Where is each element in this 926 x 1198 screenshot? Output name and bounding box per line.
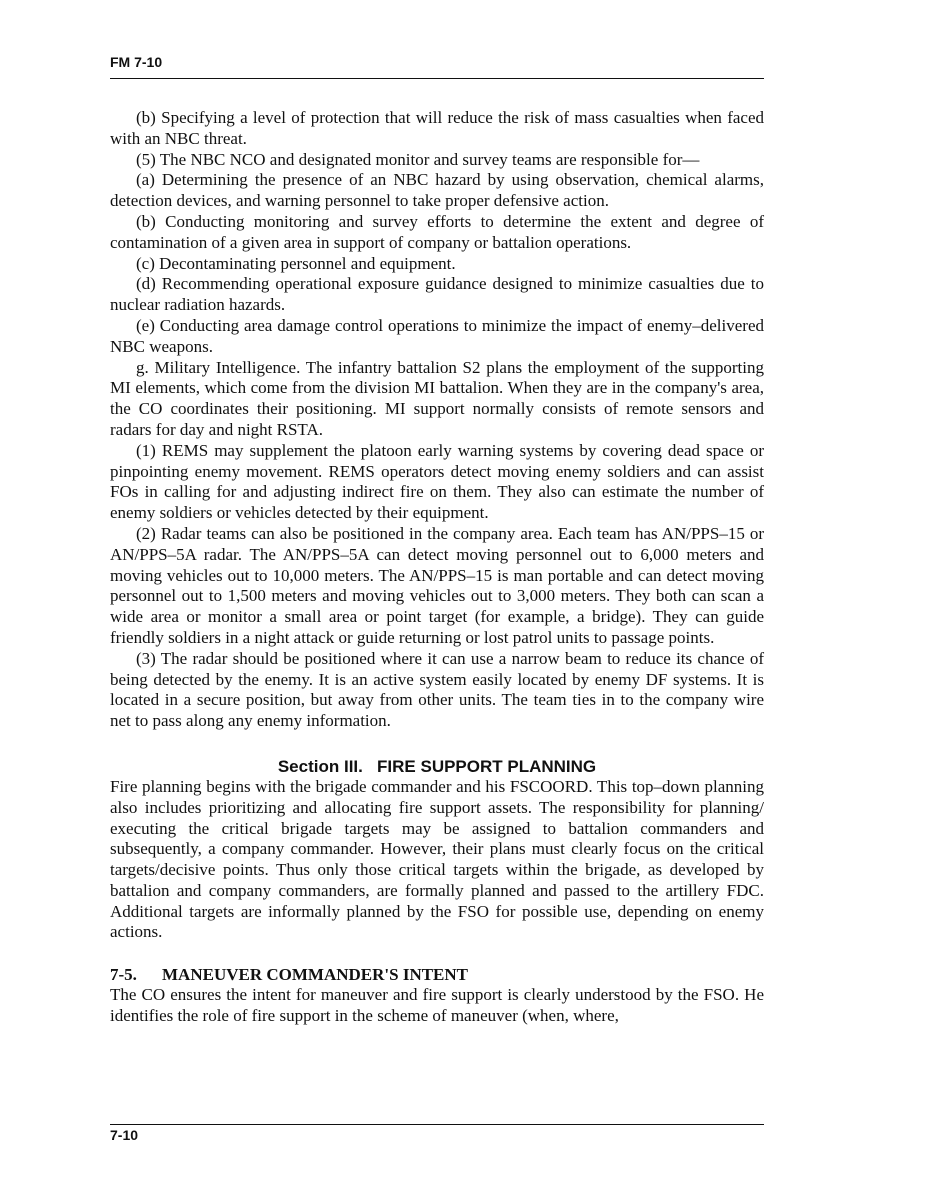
paragraph: (d) Recommending operational exposure guidance designed to minimize casualties due to nuclear radiation hazards. [110, 274, 764, 315]
section-body: Fire planning begins with the brigade commander and his FSCOORD. This top–down planning also includes prioritizing and allocating fire support assets. The responsibility for planning/ executing the critical brigade targets may be assigned to battalion commanders and subsequently, a company commander. However, their plans must clearly focus on the critical targets/decisive points. Thus only those critical targets within the brigade, as developed by battalion and company commanders, are formally planned and passed to the artillery FDC. Additional targets are informally planned by the FSO for possible use, depending on enemy actions. [110, 776, 764, 942]
section-heading: Section III. FIRE SUPPORT PLANNING [277, 756, 597, 776]
page-body [110, 108, 764, 1027]
paragraph: g. Military Intelligence. The infantry battalion S2 plans the employment of the supporting MI elements, which come from the division MI battalion. When they are in the company's area, the CO coordinates their positioning. MI support normally consists of remote sensors and radars for day and night RSTA. [110, 357, 764, 439]
paragraph: (b) Specifying a level of protection that will reduce the risk of mass casualties when faced with an NBC threat. [110, 108, 764, 148]
manual-id: FM 7-10 [110, 54, 163, 70]
running-header [110, 52, 764, 79]
page-number: 7-10 [110, 1127, 139, 1143]
paragraph: (2) Radar teams can also be positioned in the company area. Each team has AN/PPS–15 or AN/PPS–5A radar. The AN/PPS–5A can detect moving personnel out to 6,000 meters and moving vehicles out to 10,000 meters. The AN/PPS–15 is man portable and can detect moving personnel out to 1,500 meters and moving vehicles out to 3,000 meters. They both can scan a wide area or monitor a small area or point target (for example, a bridge). They can guide friendly soldiers in a night attack or guide returning or lost patrol units to passage points. [110, 523, 764, 647]
subsection-heading [110, 964, 764, 985]
paragraph: (3) The radar should be positioned where it can use a narrow beam to reduce its chance of being detected by the enemy. It is an active system easily located by enemy DF systems. It is located in a secure position, but away from other units. The team ties in to the company wire net to pass along any enemy information. [110, 648, 764, 731]
subsection-title: MANEUVER COMMANDER'S INTENT [162, 965, 469, 985]
subsection-body: The CO ensures the intent for maneuver and fire support is clearly understood by the FSO. He identifies the role of fire support in the scheme of maneuver (when, where, [110, 985, 764, 1026]
subsection-number: 7-5. [110, 965, 137, 985]
paragraph: (5) The NBC NCO and designated monitor and survey teams are responsible for— [136, 149, 700, 169]
paragraph: (e) Conducting area damage control operations to minimize the impact of enemy–delivered NBC weapons. [110, 315, 764, 356]
paragraph: (c) Decontaminating personnel and equipment. [136, 253, 456, 273]
paragraph: (1) REMS may supplement the platoon early warning systems by covering dead space or pinpointing enemy movement. REMS operators detect moving enemy soldiers and can assist FOs in calling for and adjusting indirect fire on them. They also can estimate the number of enemy soldiers or vehicles detected by their equipment. [110, 440, 764, 523]
paragraph: (b) Conducting monitoring and survey efforts to determine the extent and degree of contamination of a given area in support of company or battalion operations. [110, 211, 764, 252]
paragraph: (a) Determining the presence of an NBC hazard by using observation, chemical alarms, detection devices, and warning personnel to take proper defensive action. [110, 170, 764, 211]
page-footer [110, 1124, 764, 1143]
